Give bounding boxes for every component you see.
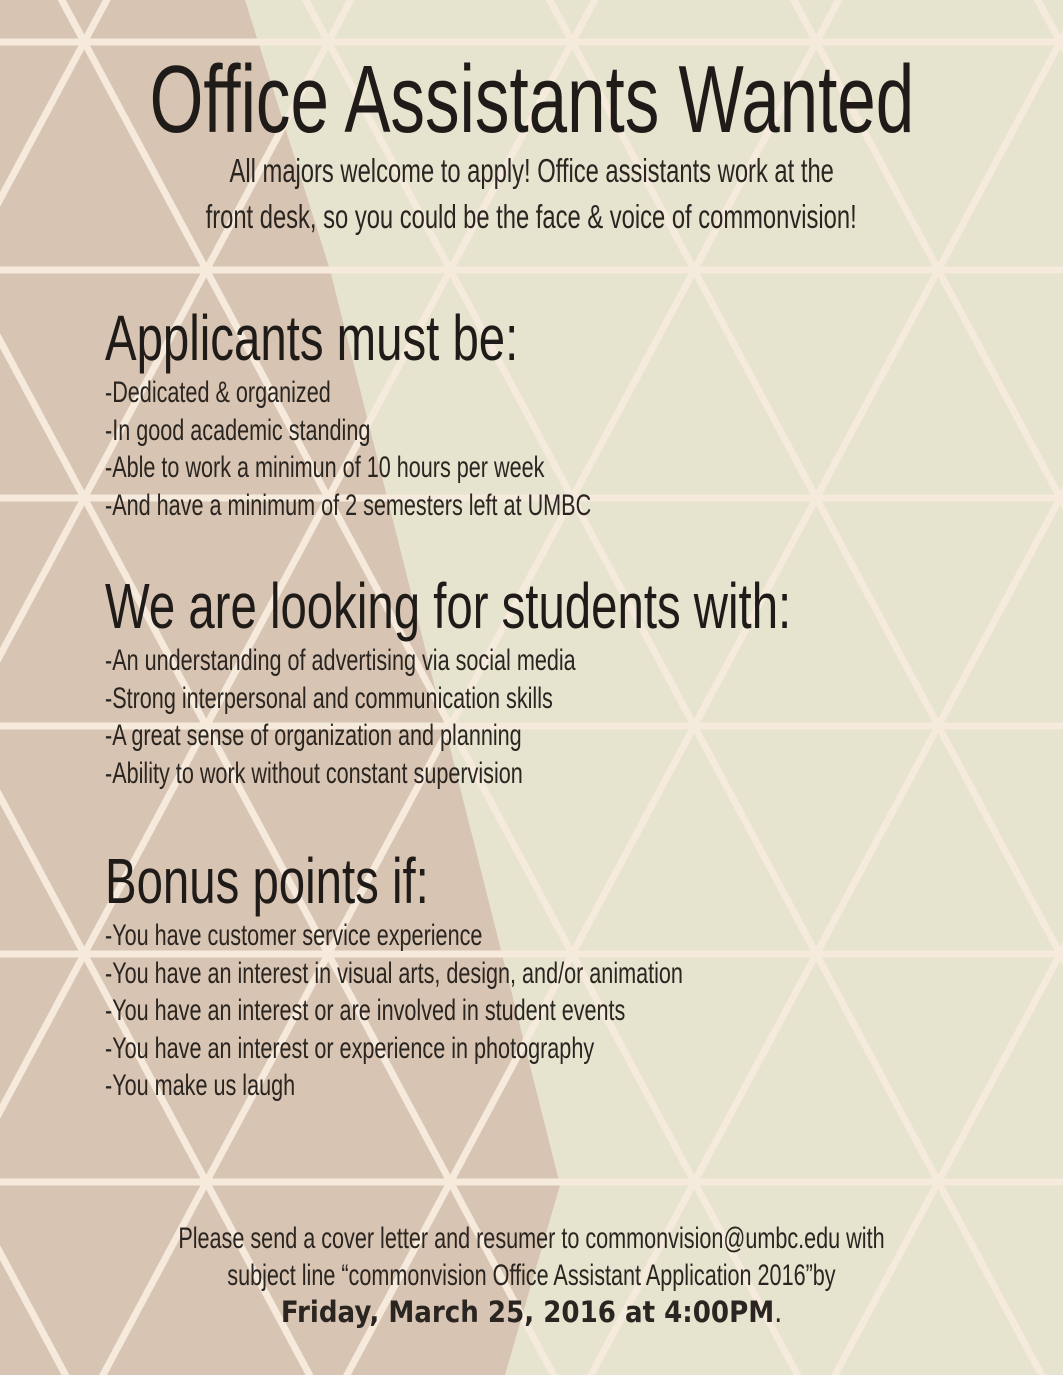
instructions-line: Please send a cover letter and resumer to commonvision@umbc.edu with — [178, 1222, 885, 1255]
instructions-line: subject line “commonvision Office Assistant Application 2016”by — [227, 1259, 836, 1292]
list-item: -You have customer service experience — [105, 919, 483, 952]
bonus-heading: Bonus points if: — [105, 845, 429, 917]
requirements-heading: Applicants must be: — [105, 302, 519, 374]
poster-title: Office Assistants Wanted — [149, 46, 914, 153]
list-item: -Strong interpersonal and communication skills — [105, 681, 553, 715]
deadline-suffix: . — [774, 1295, 783, 1329]
list-item: -Dedicated & organized — [105, 376, 331, 409]
intro-text — [0, 148, 1063, 240]
list-item: -In good academic standing — [105, 413, 371, 447]
list-item: -Able to work a minimun of 10 hours per week — [105, 451, 545, 484]
bonus-section — [105, 845, 908, 1105]
deadline-date: Friday, March 25, 2016 at 4:00PM — [280, 1295, 775, 1329]
looking-for-section — [105, 570, 1032, 792]
list-item: -And have a minimum of 2 semesters left at UMBC — [105, 488, 592, 522]
requirements-section — [105, 302, 780, 524]
list-item: -You have an interest or experience in photography — [105, 1031, 595, 1065]
list-item: -A great sense of organization and planning — [105, 719, 522, 752]
looking-for-heading: We are looking for students with: — [105, 570, 792, 642]
list-item: -Ability to work without constant supervision — [105, 756, 523, 790]
list-item: -An understanding of advertising via social media — [105, 644, 576, 677]
deadline — [0, 1294, 1063, 1331]
application-instructions — [0, 1220, 1063, 1331]
list-item: -You make us laugh — [105, 1069, 296, 1102]
list-item: -You have an interest or are involved in student events — [105, 994, 626, 1027]
intro-line: All majors welcome to apply! Office assistants work at the — [229, 152, 834, 189]
list-item: -You have an interest in visual arts, design, and/or animation — [105, 956, 683, 990]
intro-line: front desk, so you could be the face & voice of commonvision! — [205, 198, 858, 235]
